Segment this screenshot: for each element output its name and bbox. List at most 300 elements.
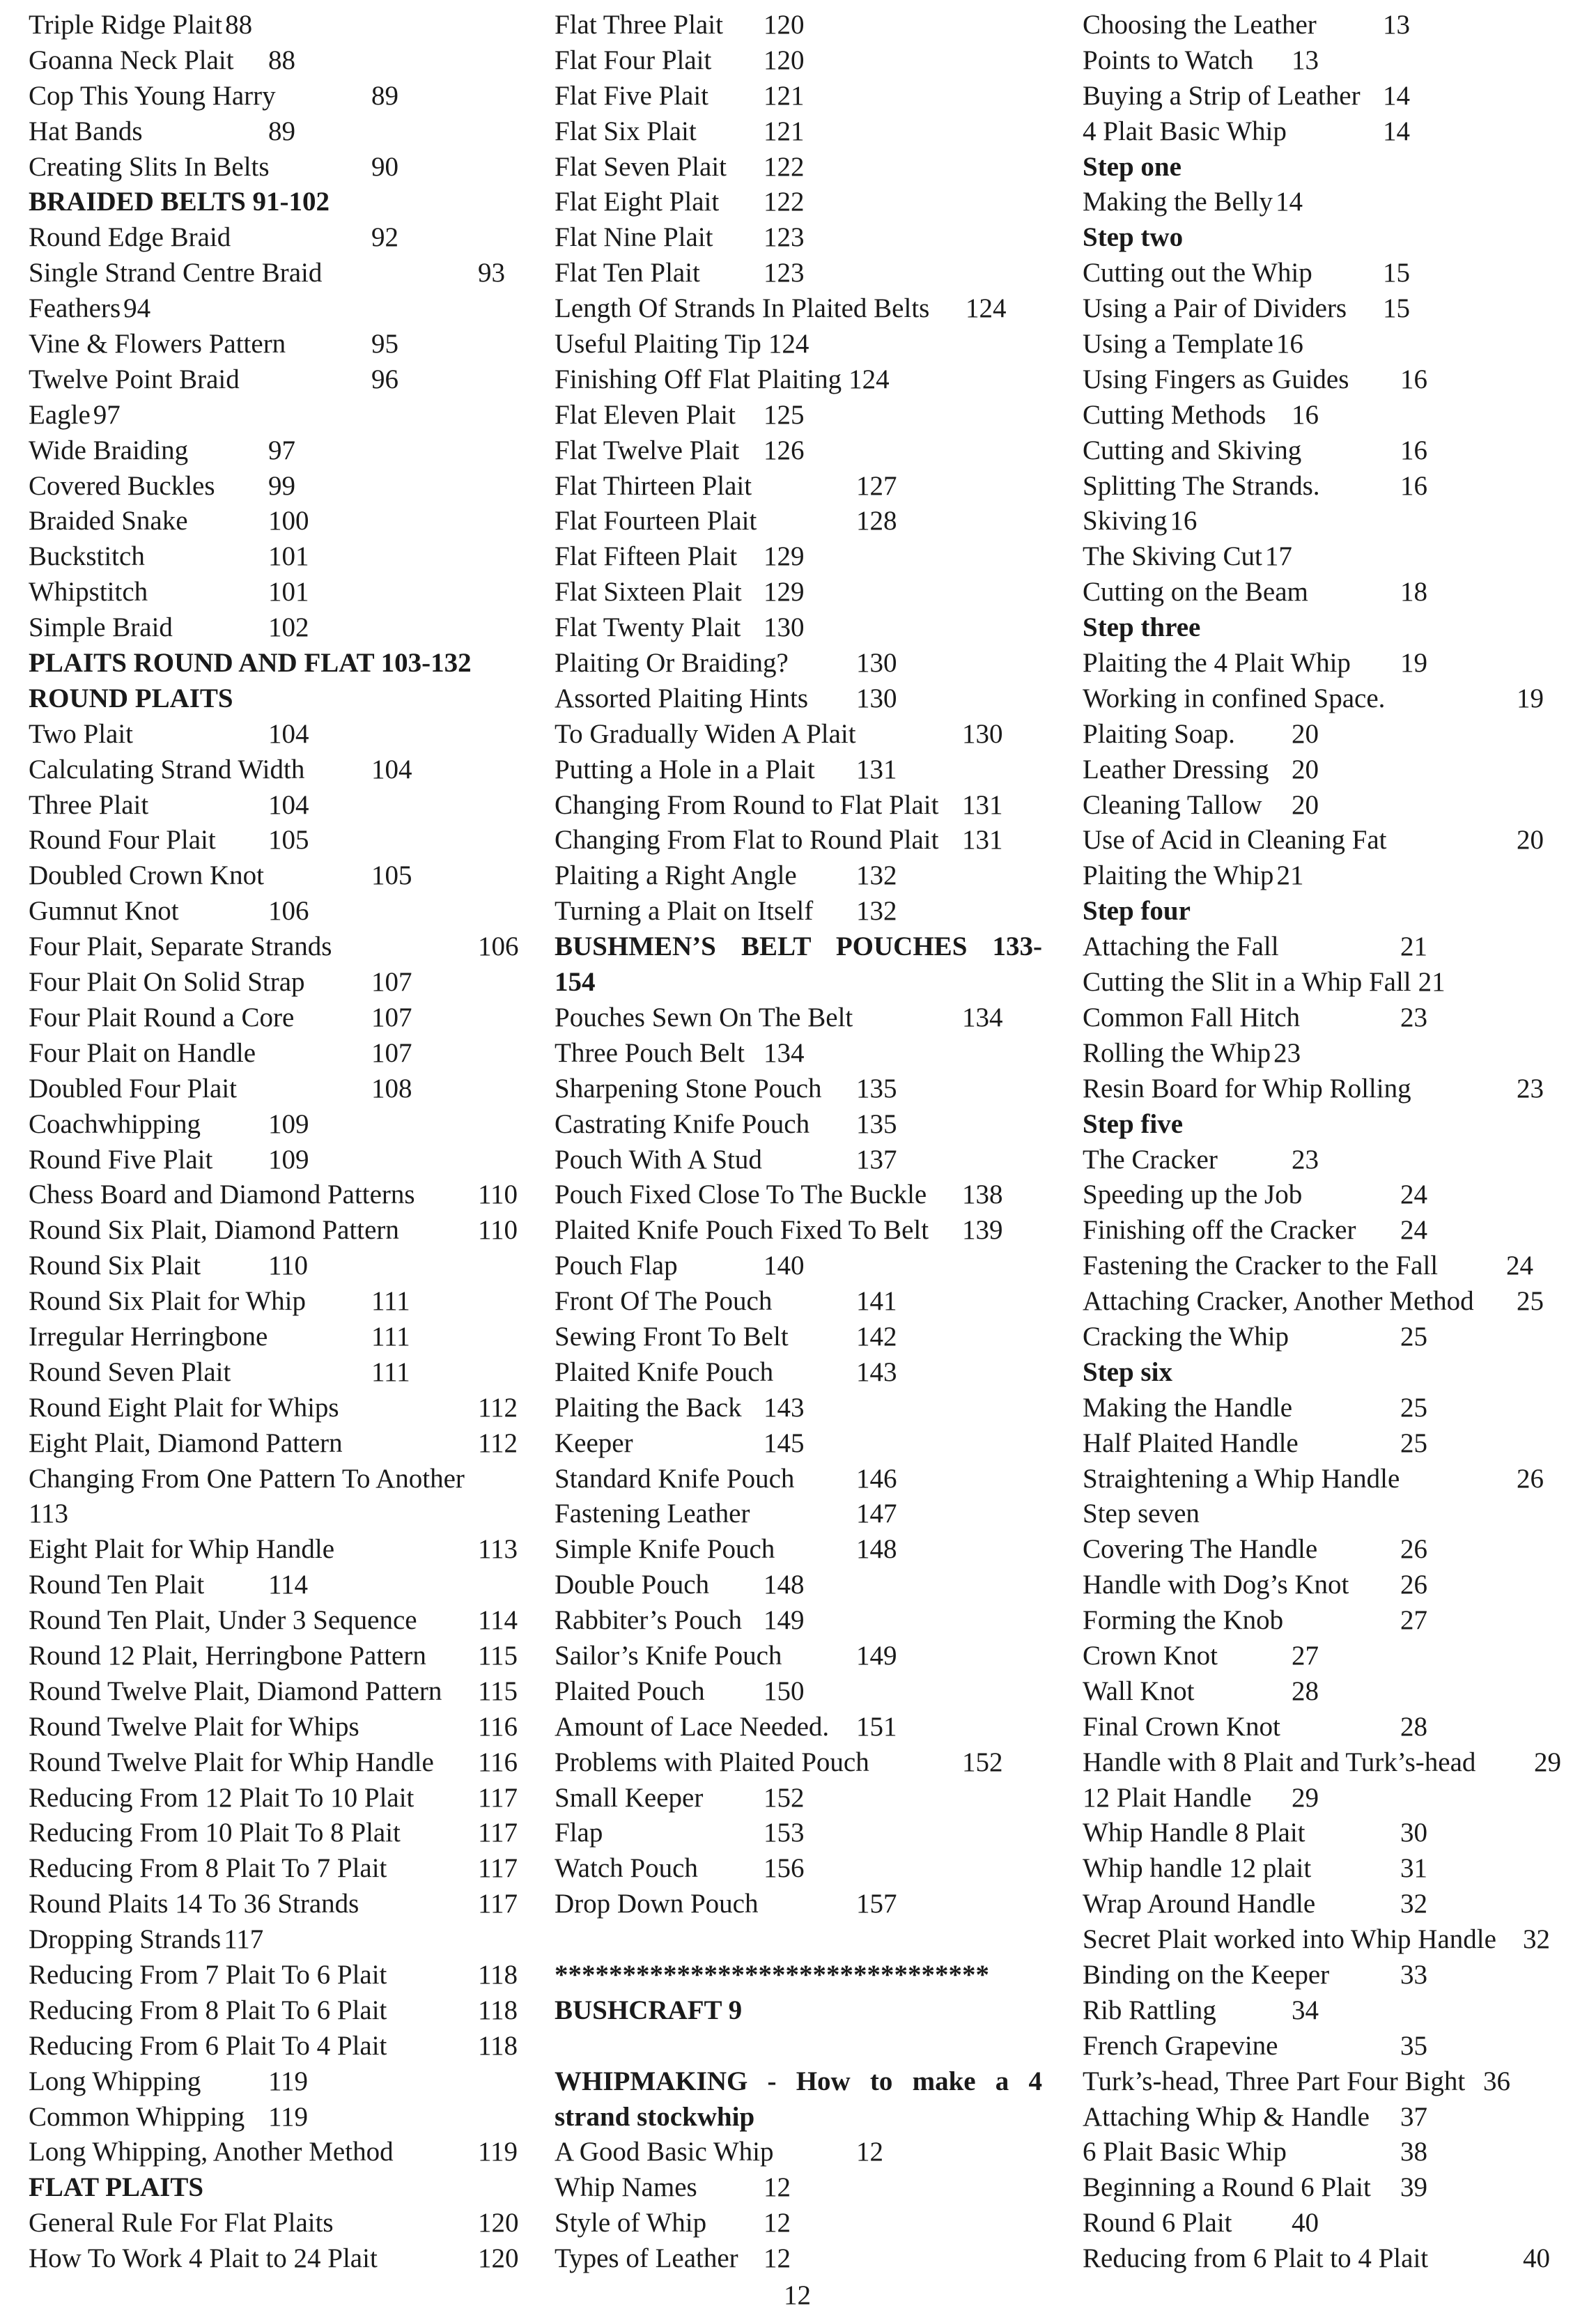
toc-entry (29, 610, 530, 646)
entry-title: Plaiting the Back (555, 1392, 742, 1423)
entry-page-number: 135 (856, 1108, 897, 1139)
toc-entry (555, 1143, 1056, 1178)
toc-entry (1083, 1284, 1584, 1320)
toc-entry (1083, 1462, 1584, 1497)
toc-entry (1083, 539, 1584, 575)
entry-title: Cutting out the Whip (1083, 258, 1312, 288)
entry-page-number: 104 (371, 754, 412, 784)
toc-entry (1083, 1993, 1584, 2029)
entry-title: Turning a Plait on Itself (555, 896, 814, 927)
entry-page-number: 15 (1383, 258, 1410, 288)
toc-entry (1083, 575, 1584, 610)
entry-title: Leather Dressing (1083, 754, 1269, 784)
entry-title: Simple Braid (29, 612, 173, 643)
entry-page-number: 100 (268, 506, 309, 536)
toc-entry (29, 575, 530, 610)
toc-entry (29, 1851, 530, 1887)
entry-title: Attaching Cracker, Another Method (1083, 1286, 1474, 1317)
entry-page-number: 110 (478, 1179, 518, 1210)
entry-page-number: 19 (1400, 648, 1427, 679)
toc-entry (29, 2135, 530, 2170)
entry-title: Covering The Handle (1083, 1534, 1318, 1565)
entry-page-number: 37 (1400, 2101, 1427, 2132)
entry-page-number: 121 (764, 80, 805, 111)
entry-page-number: 114 (478, 1605, 518, 1636)
entry-page-number: 153 (764, 1818, 805, 1848)
entry-page-number: 25 (1400, 1428, 1427, 1458)
toc-column-1 (29, 8, 530, 2277)
entry-title: Turk’s-head, Three Part Four Bight (1083, 2066, 1466, 2096)
entry-title: Irregular Herringbone (29, 1321, 268, 1352)
toc-entry (555, 1851, 1056, 1887)
entry-page-number: 33 (1400, 1959, 1427, 1990)
entry-title: Round 12 Plait, Herringbone Pattern (29, 1640, 426, 1671)
entry-title: Pouch Fixed Close To The Buckle (555, 1179, 927, 1210)
entry-title: Flat Eight Plait (555, 187, 720, 217)
toc-entry (29, 1993, 530, 2029)
entry-title: Using a Pair of Dividers (1083, 293, 1347, 324)
toc-entry (1083, 1532, 1584, 1568)
entry-page-number: 120 (764, 45, 805, 75)
entry-title: Reducing From 7 Plait To 6 Plait (29, 1959, 387, 1990)
entry-page-number: 112 (478, 1392, 518, 1423)
toc-entry (29, 2206, 530, 2241)
entry-page-number: 148 (856, 1534, 897, 1565)
entry-page-number: 151 (856, 1711, 897, 1742)
toc-entry (555, 1177, 1056, 1213)
toc-entry (29, 1213, 530, 1248)
toc-heading (29, 185, 530, 220)
entry-title: Step six (1083, 1356, 1172, 1387)
entry-page-number: 14 (1275, 187, 1303, 217)
toc-entry (29, 79, 530, 114)
entry-page-number: 93 (478, 258, 505, 288)
entry-title: Small Keeper (555, 1782, 704, 1813)
toc-entry (29, 1284, 530, 1320)
entry-title: Attaching the Fall (1083, 931, 1279, 962)
entry-page-number: 123 (764, 222, 805, 253)
entry-page-number: 149 (764, 1605, 805, 1636)
toc-entry (29, 1462, 530, 1497)
toc-entry (1083, 1958, 1584, 1993)
toc-heading (1083, 1107, 1584, 1143)
entry-title: Doubled Crown Knot (29, 860, 264, 891)
toc-entry (555, 539, 1056, 575)
toc-entry (555, 1462, 1056, 1497)
entry-title: Braided Snake (29, 506, 188, 536)
toc-entry (555, 1284, 1056, 1320)
entry-page-number: 15 (1383, 293, 1410, 324)
entry-title: Length Of Strands In Plaited Belts (555, 293, 930, 324)
entry-page-number: 145 (764, 1428, 805, 1458)
entry-page-number: 20 (1517, 825, 1544, 856)
entry-page-number: 115 (478, 1640, 518, 1671)
toc-heading (555, 2064, 1056, 2100)
entry-title: FLAT PLAITS (29, 2172, 204, 2203)
toc-heading (29, 681, 530, 717)
entry-page-number: 14 (1383, 80, 1410, 111)
entry-title: Reducing From 8 Plait To 7 Plait (29, 1853, 387, 1884)
toc-entry (29, 469, 530, 504)
entry-title: Round Plaits 14 To 36 Strands (29, 1889, 359, 1919)
entry-page-number: 97 (93, 399, 121, 430)
entry-page-number: 149 (856, 1640, 897, 1671)
entry-title: Feathers (29, 293, 121, 324)
entry-title: Round Twelve Plait for Whips (29, 1711, 359, 1742)
entry-title: Forming the Knob (1083, 1605, 1284, 1636)
entry-page-number: 107 (371, 967, 412, 998)
toc-entry (555, 1710, 1056, 1745)
toc-entry (555, 1496, 1056, 1532)
entry-title: Flat Fifteen Plait (555, 541, 738, 572)
entry-title: Hat Bands (29, 116, 143, 146)
entry-title: Round 6 Plait (1083, 2208, 1232, 2238)
entry-title: Round Eight Plait for Whips (29, 1392, 339, 1423)
toc-entry (1083, 43, 1584, 79)
entry-page-number: 152 (962, 1747, 1003, 1777)
entry-title: Drop Down Pouch (555, 1889, 759, 1919)
entry-title: Flat Nine Plait (555, 222, 713, 253)
entry-title: Using Fingers as Guides (1083, 364, 1349, 394)
entry-title: Secret Plait worked into Whip Handle (1083, 1924, 1496, 1955)
toc-entry (29, 256, 530, 291)
entry-page-number: 17 (1264, 541, 1292, 572)
entry-page-number: 29 (1534, 1747, 1561, 1777)
entry-title: Wide Braiding (29, 435, 189, 465)
entry-title: Sewing Front To Belt (555, 1321, 789, 1352)
entry-page-number: 127 (856, 470, 897, 501)
entry-title: Chess Board and Diamond Patterns (29, 1179, 415, 1210)
entry-page-number: 27 (1292, 1640, 1319, 1671)
entry-title: Step five (1083, 1108, 1184, 1139)
entry-page-number: 26 (1517, 1463, 1544, 1494)
entry-title: Points to Watch (1083, 45, 1254, 75)
entry-page-number: 108 (371, 1073, 412, 1104)
entry-page-number: 99 (268, 470, 295, 501)
toc-entry (1083, 1851, 1584, 1887)
toc-entry (1083, 291, 1584, 327)
entry-title: Flap (555, 1818, 603, 1848)
entry-page-number: 12 (764, 2208, 791, 2238)
entry-page-number: 24 (1400, 1179, 1427, 1210)
entry-page-number: 24 (1506, 1251, 1533, 1281)
entry-title: 113 (29, 1499, 69, 1529)
entry-page-number: 135 (856, 1073, 897, 1104)
entry-title: Flat Five Plait (555, 80, 709, 111)
entry-title: ******************************** (555, 1959, 989, 1990)
entry-page-number: 132 (856, 896, 897, 927)
toc-entry (1083, 1816, 1584, 1851)
entry-title: 6 Plait Basic Whip (1083, 2137, 1287, 2167)
toc-entry (1083, 2241, 1584, 2277)
entry-title: Standard Knife Pouch (555, 1463, 795, 1494)
entry-page-number: 104 (268, 718, 309, 749)
toc-entry (555, 398, 1056, 433)
entry-page-number: 130 (856, 648, 897, 679)
entry-page-number: 129 (764, 541, 805, 572)
entry-title: How To Work 4 Plait to 24 Plait (29, 2243, 378, 2274)
entry-page-number: 107 (371, 1002, 412, 1032)
entry-title: Skiving (1083, 506, 1168, 536)
toc-entry (555, 1887, 1056, 1922)
toc-entry (555, 1000, 1056, 1036)
entry-title: Round Seven Plait (29, 1356, 231, 1387)
entry-title: The Skiving Cut (1083, 541, 1262, 572)
entry-title: Watch Pouch (555, 1853, 698, 1884)
entry-title: Cutting Methods (1083, 399, 1266, 430)
entry-title: Round Edge Braid (29, 222, 231, 253)
toc-entry (555, 1213, 1056, 1248)
toc-entry (555, 1320, 1056, 1355)
entry-title: Half Plaited Handle (1083, 1428, 1299, 1458)
entry-title: Wrap Around Handle (1083, 1889, 1316, 1919)
toc-entry (29, 965, 530, 1000)
entry-title: Eight Plait for Whip Handle (29, 1534, 335, 1565)
entry-page-number: 110 (268, 1251, 309, 1281)
entry-page-number: 16 (1400, 470, 1427, 501)
entry-page-number: 128 (856, 506, 897, 536)
entry-title: Round Twelve Plait for Whip Handle (29, 1747, 434, 1777)
toc-entry (1083, 327, 1584, 362)
entry-page-number: 121 (764, 116, 805, 146)
entry-page-number: 114 (268, 1570, 309, 1600)
entry-page-number: 148 (764, 1570, 805, 1600)
entry-title: Flat Six Plait (555, 116, 697, 146)
entry-page-number: 89 (268, 116, 295, 146)
toc-entry (29, 327, 530, 362)
entry-title: Straightening a Whip Handle (1083, 1463, 1400, 1494)
entry-page-number: 141 (856, 1286, 897, 1317)
entry-page-number: 40 (1292, 2208, 1319, 2238)
toc-entry (555, 362, 1056, 398)
entry-page-number: 109 (268, 1108, 309, 1139)
toc-entry (555, 1532, 1056, 1568)
entry-title: Choosing the Leather (1083, 10, 1317, 40)
entry-title: Plaiting the Whip (1083, 860, 1274, 891)
entry-page-number: 16 (1400, 364, 1427, 394)
entry-page-number: 20 (1292, 718, 1319, 749)
entry-title: Crown Knot (1083, 1640, 1218, 1671)
toc-entry (1083, 929, 1584, 965)
entry-page-number: 111 (371, 1356, 410, 1387)
entry-page-number: 31 (1400, 1853, 1427, 1884)
entry-page-number: 23 (1292, 1144, 1319, 1175)
entry-title: Attaching Whip & Handle (1083, 2101, 1370, 2132)
entry-page-number: 152 (764, 1782, 805, 1813)
entry-page-number: 95 (371, 329, 398, 359)
entry-title: Using a Template (1083, 329, 1273, 359)
entry-title: Round Ten Plait, Under 3 Sequence (29, 1605, 417, 1636)
entry-page-number: 12 (764, 2243, 791, 2274)
entry-title: Plaited Pouch (555, 1676, 705, 1706)
entry-page-number: 140 (764, 1251, 805, 1281)
entry-page-number: 23 (1400, 1002, 1427, 1032)
entry-title: Round Six Plait for Whip (29, 1286, 306, 1317)
toc-entry (29, 1816, 530, 1851)
entry-page-number: 120 (478, 2208, 519, 2238)
entry-title: Plaited Knife Pouch (555, 1356, 774, 1387)
entry-title: Plaiting the 4 Plait Whip (1083, 648, 1351, 679)
entry-title: Cutting on the Beam (1083, 577, 1308, 608)
entry-title: Four Plait on Handle (29, 1037, 256, 1068)
entry-title: Cracking the Whip (1083, 1321, 1289, 1352)
toc-entry (1083, 717, 1584, 752)
entry-title: Flat Sixteen Plait (555, 577, 742, 608)
entry-title: Single Strand Centre Braid (29, 258, 323, 288)
toc-entry (1083, 8, 1584, 43)
toc-entry (29, 1072, 530, 1107)
entry-title: Making the Handle (1083, 1392, 1293, 1423)
toc-heading (1083, 1355, 1584, 1391)
entry-page-number: 16 (1276, 329, 1303, 359)
toc-entry (29, 220, 530, 256)
toc-entry (1083, 1745, 1584, 1781)
entry-title: Gumnut Knot (29, 896, 179, 927)
entry-title: Keeper (555, 1428, 633, 1458)
entry-page-number: 29 (1292, 1782, 1319, 1813)
entry-page-number: 28 (1292, 1676, 1319, 1706)
toc-entry (555, 823, 1056, 858)
toc-entry (555, 1781, 1056, 1816)
entry-title: Sailor’s Knife Pouch (555, 1640, 782, 1671)
toc-entry (29, 717, 530, 752)
entry-page-number: 143 (764, 1392, 805, 1423)
toc-entry (555, 1391, 1056, 1426)
toc-entry (29, 1958, 530, 1993)
entry-title: French Grapevine (1083, 2030, 1278, 2061)
entry-title: Handle with Dog’s Knot (1083, 1570, 1349, 1600)
entry-page-number: 25 (1400, 1392, 1427, 1423)
entry-title: The Cracker (1083, 1144, 1218, 1175)
toc-entry (1083, 1496, 1584, 1532)
entry-title: Step four (1083, 896, 1191, 927)
entry-page-number: 102 (268, 612, 309, 643)
toc-entry (29, 1710, 530, 1745)
entry-page-number: 21 (1276, 860, 1304, 891)
entry-page-number: 147 (856, 1499, 897, 1529)
entry-page-number: 101 (268, 541, 309, 572)
entry-title: Reducing From 12 Plait To 10 Plait (29, 1782, 415, 1813)
entry-title: Types of Leather (555, 2243, 738, 2274)
entry-title: Finishing off the Cracker (1083, 1215, 1356, 1246)
entry-page-number: 106 (478, 931, 519, 962)
toc-entry (1083, 2029, 1584, 2064)
entry-title: Buckstitch (29, 541, 145, 572)
toc-entry (1083, 185, 1584, 220)
entry-title: Step seven (1083, 1499, 1200, 1529)
entry-title: Whip Handle 8 Plait (1083, 1818, 1306, 1848)
entry-title: Double Pouch (555, 1570, 710, 1600)
toc-heading (29, 646, 530, 681)
entry-page-number: 24 (1400, 1215, 1427, 1246)
entry-page-number: 16 (1170, 506, 1198, 536)
entry-title: Cop This Young Harry (29, 80, 276, 111)
toc-entry (555, 1426, 1056, 1462)
entry-page-number: 131 (962, 825, 1003, 856)
entry-title: strand stockwhip (555, 2101, 755, 2132)
toc-entry (555, 185, 1056, 220)
entry-page-number: 34 (1292, 1995, 1319, 2025)
entry-page-number: 116 (478, 1711, 518, 1742)
entry-page-number: 117 (478, 1818, 518, 1848)
entry-title: Round Five Plait (29, 1144, 213, 1175)
entry-page-number: 16 (1292, 399, 1319, 430)
toc-entry (1083, 398, 1584, 433)
entry-page-number: 40 (1523, 2243, 1550, 2274)
toc-heading (555, 1958, 1056, 1993)
entry-title: Problems with Plaited Pouch (555, 1747, 869, 1777)
entry-page-number: 142 (856, 1321, 897, 1352)
entry-title: Finishing Off Flat Plaiting (555, 364, 842, 394)
toc-entry (29, 1248, 530, 1284)
entry-title: Four Plait, Separate Strands (29, 931, 332, 962)
toc-entry (1083, 114, 1584, 150)
entry-title: Binding on the Keeper (1083, 1959, 1330, 1990)
entry-title: Round Ten Plait (29, 1570, 205, 1600)
toc-entry (29, 1107, 530, 1143)
entry-title: Creating Slits In Belts (29, 151, 270, 182)
toc-entry (29, 1036, 530, 1072)
toc-entry (1083, 2064, 1584, 2100)
toc-entry (29, 150, 530, 185)
entry-page-number: 36 (1483, 2066, 1510, 2096)
entry-title: 12 Plait Handle (1083, 1782, 1252, 1813)
entry-page-number: 117 (224, 1924, 264, 1955)
entry-page-number: 120 (478, 2243, 519, 2274)
entry-page-number: 32 (1400, 1889, 1427, 1919)
entry-page-number: 134 (962, 1002, 1003, 1032)
toc-entry (555, 2029, 1056, 2064)
entry-title: Round Twelve Plait, Diamond Pattern (29, 1676, 442, 1706)
entry-title: Rabbiter’s Pouch (555, 1605, 743, 1636)
toc-entry (555, 1603, 1056, 1639)
entry-page-number: 143 (856, 1356, 897, 1387)
entry-title: PLAITS ROUND AND FLAT 103-132 (29, 648, 472, 679)
entry-title: BRAIDED BELTS 91-102 (29, 187, 330, 217)
entry-page-number: 105 (268, 825, 309, 856)
entry-title: Cleaning Tallow (1083, 789, 1262, 820)
entry-page-number: 113 (478, 1534, 518, 1565)
entry-page-number: 106 (268, 896, 309, 927)
entry-page-number: 117 (478, 1889, 518, 1919)
toc-entry (1083, 965, 1584, 1000)
entry-page-number: 109 (268, 1144, 309, 1175)
entry-page-number: 104 (268, 789, 309, 820)
entry-title: 154 (555, 967, 596, 998)
toc-entry (29, 398, 530, 433)
toc-heading (1083, 894, 1584, 929)
entry-title: Fastening the Cracker to the Fall (1083, 1251, 1439, 1281)
toc-entry (1083, 1391, 1584, 1426)
toc-entry (555, 1355, 1056, 1391)
toc-entry (29, 1426, 530, 1462)
toc-entry (1083, 681, 1584, 717)
toc-entry (29, 1887, 530, 1922)
entry-page-number: 13 (1292, 45, 1319, 75)
toc-entry (555, 256, 1056, 291)
entry-title: Reducing From 6 Plait To 4 Plait (29, 2030, 387, 2061)
entry-title: Reducing From 8 Plait To 6 Plait (29, 1995, 387, 2025)
entry-title: Simple Knife Pouch (555, 1534, 775, 1565)
entry-title: Fastening Leather (555, 1499, 750, 1529)
toc-heading (555, 1993, 1056, 2029)
entry-page-number: 32 (1523, 1924, 1550, 1955)
entry-page-number: 107 (371, 1037, 412, 1068)
toc-entry (29, 1745, 530, 1781)
entry-title: Flat Four Plait (555, 45, 712, 75)
entry-title: Plaiting a Right Angle (555, 860, 797, 891)
entry-page-number: 138 (962, 1179, 1003, 1210)
